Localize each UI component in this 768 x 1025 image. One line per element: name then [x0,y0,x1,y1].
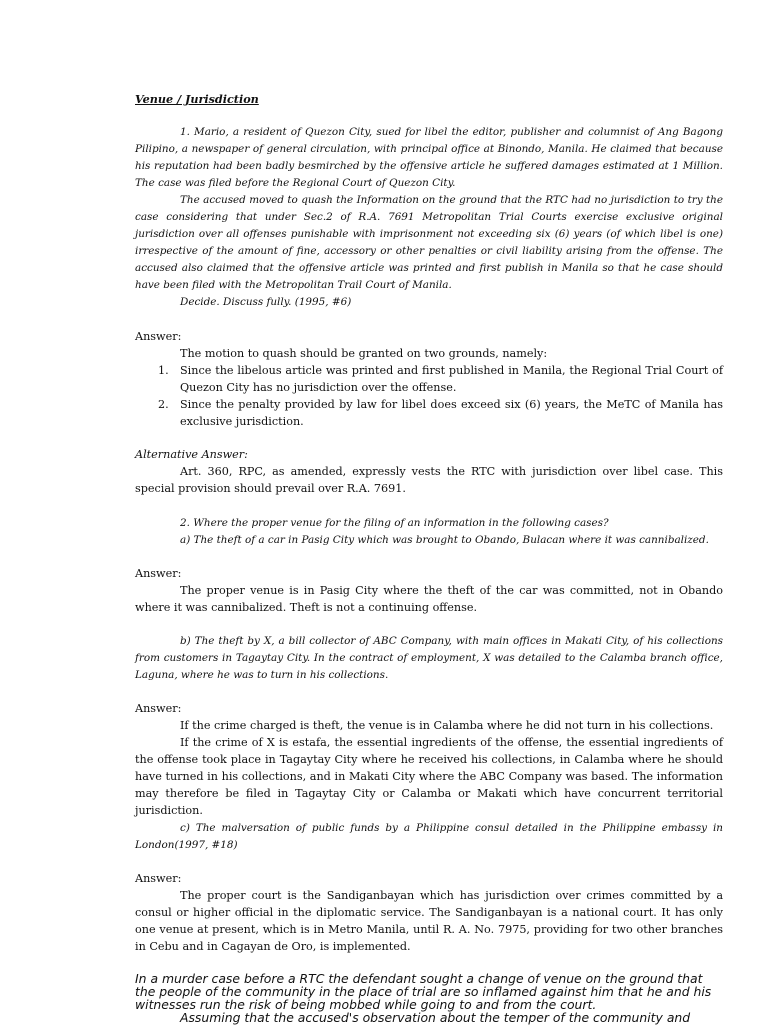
list-item-number: 2. [158,398,169,411]
alternative-answer-text: Art. 360, RPC, as amended, expressly vests the RTC with jurisdiction over libel case. This special provision should prevail over R.A. 7691. [135,465,723,495]
alternative-answer [135,446,723,497]
list-item [135,362,723,396]
answer-label: Answer: [135,872,182,885]
list-item-text: Since the libelous article was printed and first published in Manila, the Regional Trial Court of Quezon City has no jurisdiction over the offense. [180,364,723,394]
question-2 [135,515,723,549]
question-1 [135,124,723,311]
answer-label: Answer: [135,567,182,580]
list-item [135,396,723,430]
answer-2b-estafa: If the crime of X is estafa, the essential ingredients of the offense, the essential ingredients of the offense took place in Tagaytay City where he received his collections, in Calamba where he should have turned in his collections, and in Makati City where the ABC Company was based. The information may therefore be filed in Tagaytay City or Calamba or Makati which have concurrent territorial jurisdiction. [135,736,723,817]
answer-1 [135,328,723,430]
question-1-motion: The accused moved to quash the Information on the ground that the RTC had no jurisdiction to try the case considering that under Sec.2 of R.A. 7691 Metropolitan Trial Courts exercise exclusive original jurisdiction over all offenses punishable with imprisonment not exceeding six (6) years (of which libel is one) irrespective of the amount of fine, accessory or other penalties or civil liability arising from the offense. The accused also claimed that the offensive article was printed and first publish in Manila so that he case should have been filed with the Metropolitan Trail Court of Manila. [135,194,723,291]
question-2-prompt: 2. Where the proper venue for the filing of an information in the following cases? [180,517,609,529]
section-heading: Venue / Jurisdiction [135,92,259,106]
question-2b [135,633,723,684]
answer-2c-text: The proper court is the Sandiganbayan which has jurisdiction over crimes committed by a consul or higher official in the diplomatic service. The Sandiganbayan is a national court. It has only one venue at present, which is in Metro Manila, until R. A. No. 7975, providing for two other branches in Cebu and in Cagayan de Oro, is implemented. [135,889,723,953]
question-3 [135,972,723,1024]
answer-label: Answer: [135,702,182,715]
answer-label: Answer: [135,330,182,343]
answer-1-intro: The motion to quash should be granted on two grounds, namely: [180,347,548,360]
list-item-text: Since the penalty provided by law for libel does exceed six (6) years, the MeTC of Manila has exclusive jurisdiction. [180,398,723,428]
question-2c-text: c) The malversation of public funds by a Philippine consul detailed in the Philippine embassy in London(1997, #18) [135,822,723,851]
answer-2b [135,700,723,819]
answer-2c [135,870,723,955]
list-item-number: 1. [158,364,169,377]
question-1-facts: 1. Mario, a resident of Quezon City, sued for libel the editor, publisher and columnist of Ang Bagong Pilipino, a newspaper of general circulation, with principal office at Binondo, Manila. He claimed that because his reputation had been badly besmirched by the offensive article he suffered damages estimated at 1 Million. The case was filed before the Regional Court of Quezon City. [135,126,723,189]
question-3-facts: In a murder case before a RTC the defendant sought a change of venue on the ground that the people of the community in the place of trial are so inflamed against him that he and his witnesses run the risk of being mobbed while going to and from the court. [135,971,712,1012]
question-2c [135,820,723,854]
question-2b-text: b) The theft by X, a bill collector of ABC Company, with main offices in Makati City, of his collections from customers in Tagaytay City. In the contract of employment, X was detailed to the Calamba branch office, Laguna, where he was to turn in his collections. [135,635,723,681]
question-1-prompt: Decide. Discuss fully. (1995, #6) [180,296,352,308]
question-2a: a) The theft of a car in Pasig City which was brought to Obando, Bulacan where it was cannibalized. [180,534,709,546]
answer-2a [135,565,723,616]
answer-1-list [135,362,723,430]
answer-2a-text: The proper venue is in Pasig City where the theft of the car was committed, not in Obando where it was cannibalized. Theft is not a continuing offense. [135,584,723,614]
alternative-answer-label: Alternative Answer: [135,448,248,461]
answer-2b-theft: If the crime charged is theft, the venue is in Calamba where he did not turn in his collections. [180,719,714,732]
question-3-assumption: Assuming that the accused's observation about the temper of the community and [180,1010,691,1025]
